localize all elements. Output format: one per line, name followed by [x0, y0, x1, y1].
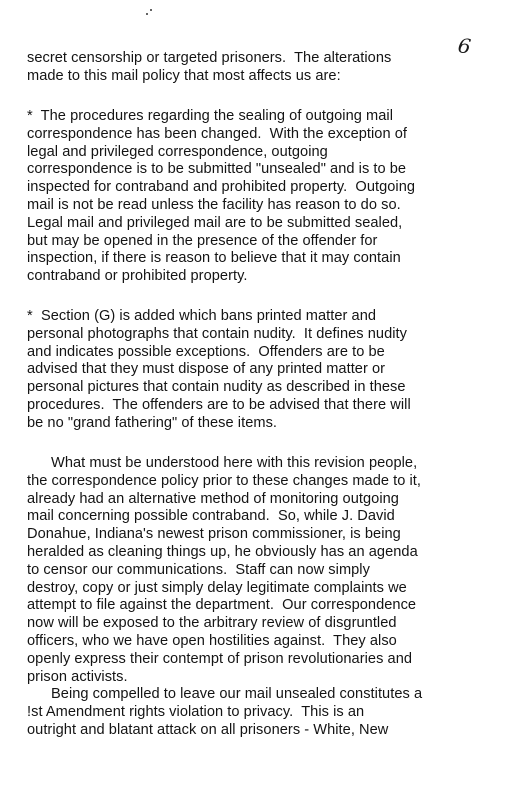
- text-line: outright and blatant attack on all prisoners - White, New: [27, 721, 389, 738]
- text-line: contraband or prohibited property.: [27, 268, 248, 285]
- text-line: Being compelled to leave our mail unsealed constitutes a: [51, 686, 423, 702]
- text-line: advised that they must dispose of any printed matter or: [27, 361, 386, 378]
- text-line: * The procedures regarding the sealing of outgoing mail: [27, 108, 393, 124]
- text-line: personal photographs that contain nudity. It defines nudity: [27, 325, 407, 342]
- text-line: correspondence is to be submitted "unsealed" and is to be: [27, 161, 407, 178]
- text-line: inspected for contraband and prohibited property. Outgoing: [27, 179, 416, 196]
- text-line: now will be exposed to the arbitrary review of disgruntled: [27, 615, 397, 632]
- text-line: secret censorship or targeted prisoners. The alterations: [27, 50, 392, 66]
- text-line: attempt to file against the department. Our correspondence: [27, 597, 417, 614]
- text-line: to censor our communications. Staff can now simply: [27, 561, 370, 578]
- text-line: !st Amendment rights violation to privacy. This is an: [27, 703, 365, 720]
- scan-speck: [150, 9, 152, 11]
- text-line: procedures. The offenders are to be advised that there will: [27, 396, 411, 413]
- text-line: already had an alternative method of monitoring outgoing: [27, 490, 399, 507]
- handwritten-page-number: 6: [456, 33, 473, 59]
- text-line: Donahue, Indiana's newest prison commissioner, is being: [27, 526, 401, 543]
- scan-speck: [146, 13, 148, 15]
- text-line: the correspondence policy prior to these changes made to it,: [27, 472, 422, 489]
- text-line: mail is not be read unless the facility has reason to do so.: [27, 196, 401, 213]
- text-line: be no "grand fathering" of these items.: [27, 414, 278, 431]
- text-line: * Section (G) is added which bans printed matter and: [27, 308, 377, 324]
- paragraph-revision: [27, 455, 511, 686]
- text-line: destroy, copy or just simply delay legitimate complaints we: [27, 579, 407, 596]
- text-line: but may be opened in the presence of the offender for: [27, 232, 378, 249]
- text-line: Legal mail and privileged mail are to be submitted sealed,: [27, 214, 403, 231]
- bullet-section-g: [27, 308, 511, 433]
- text-line: correspondence has been changed. With the exception of: [27, 125, 408, 142]
- paragraph-first-amendment: [27, 686, 511, 739]
- text-line: openly express their contempt of prison revolutionaries and: [27, 650, 413, 667]
- text-line: legal and privileged correspondence, outgoing: [27, 143, 328, 160]
- text-line: prison activists.: [27, 668, 128, 685]
- bullet-sealing-procedures: [27, 108, 511, 286]
- text-line: heralded as cleaning things up, he obviously has an agenda: [27, 543, 418, 560]
- text-line: mail concerning possible contraband. So, while J. David: [27, 508, 395, 525]
- intro-paragraph: [27, 50, 511, 86]
- text-line: What must be understood here with this revision people,: [51, 455, 418, 471]
- text-line: officers, who we have open hostilities against. They also: [27, 632, 397, 649]
- text-line: inspection, if there is reason to believe that it may contain: [27, 250, 401, 267]
- text-line: personal pictures that contain nudity as described in these: [27, 379, 406, 396]
- text-line: made to this mail policy that most affects us are:: [27, 67, 341, 84]
- text-line: and indicates possible exceptions. Offenders are to be: [27, 343, 385, 360]
